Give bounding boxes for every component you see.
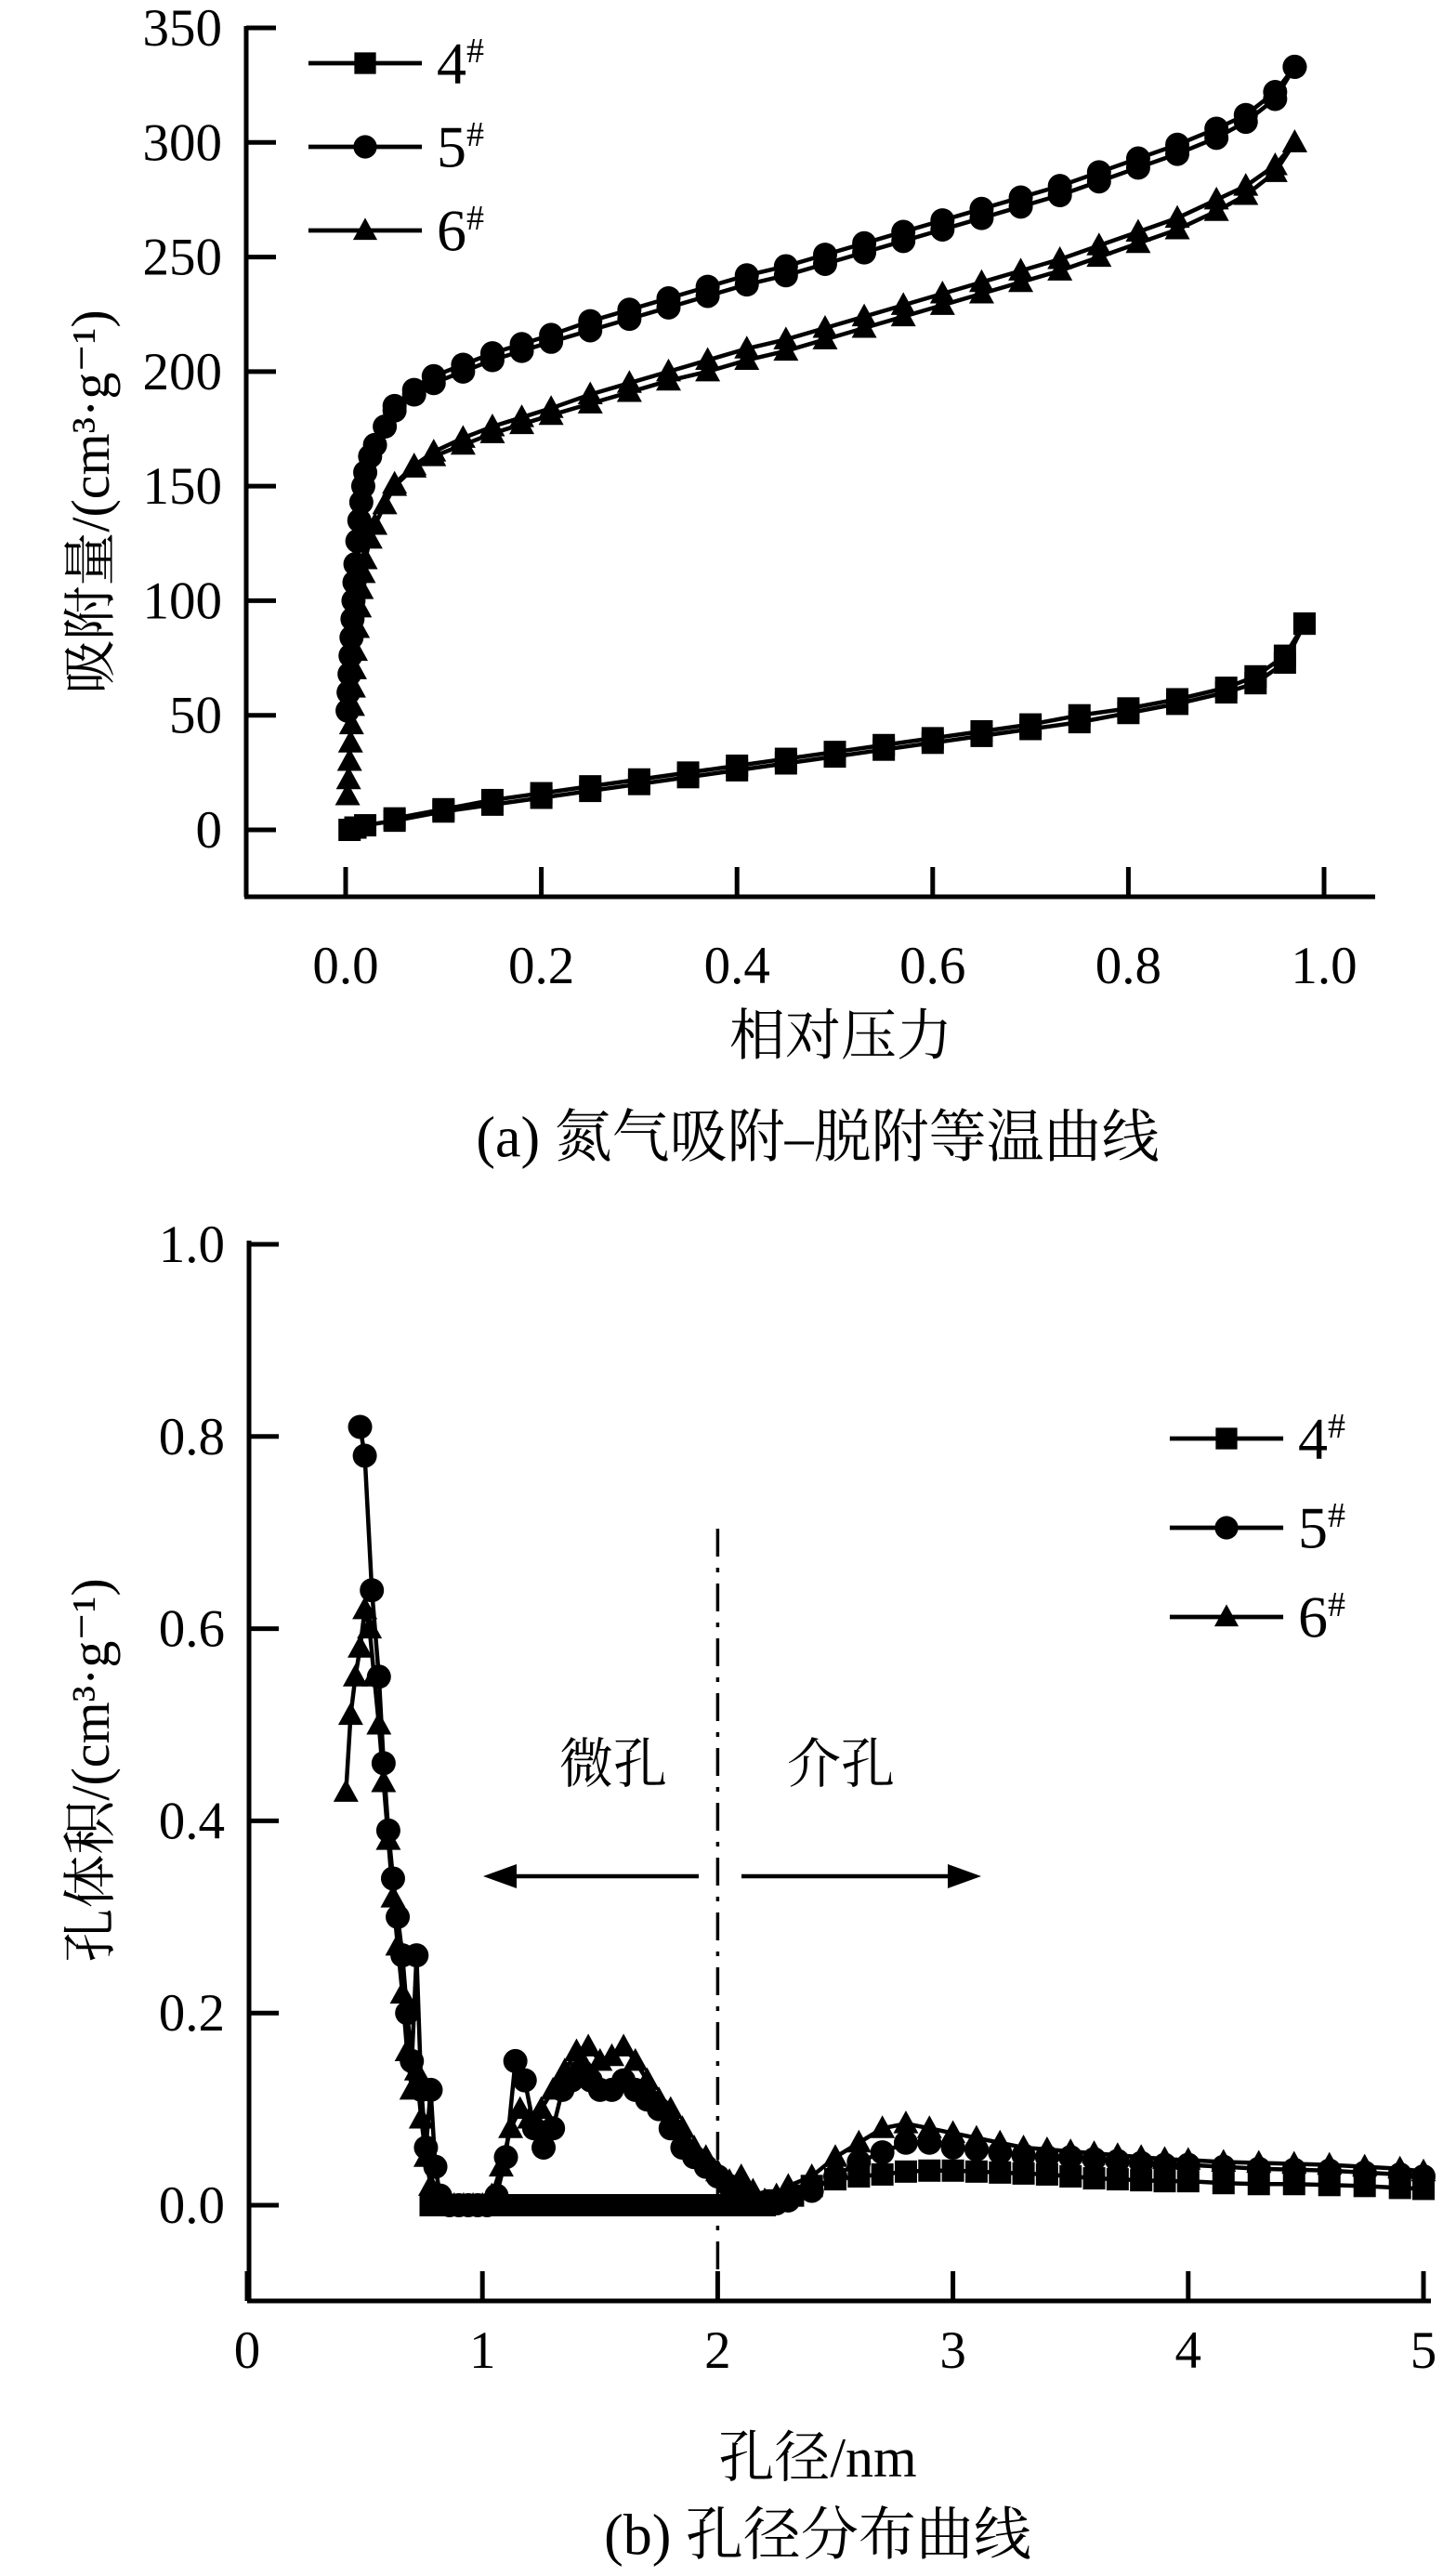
legend-item-label: 6# (437, 197, 484, 264)
isotherm-x-axis-label: 相对压力 (729, 1005, 952, 1067)
square-marker-icon (1168, 1418, 1285, 1459)
x-tick-label: 0.2 (507, 937, 575, 995)
circle-marker-icon (1168, 1507, 1285, 1548)
pore-y-axis-label: 孔体积/(cm³·g⁻¹) (60, 1578, 121, 1963)
x-tick-label: 0.0 (312, 937, 379, 995)
legend-item-5 (307, 105, 484, 189)
isotherm-legend (307, 21, 484, 272)
x-tick-label: 1 (468, 2321, 496, 2380)
mesopore-annotation: 介孔 (786, 1734, 896, 1794)
isotherm-y-axis-label: 吸附量/(cm³·g⁻¹) (60, 309, 121, 694)
legend-item-label: 6# (1298, 1584, 1345, 1650)
triangle-marker-icon (307, 210, 424, 251)
pore-legend (1168, 1394, 1345, 1662)
legend-item-6 (307, 189, 484, 272)
legend-item-6 (1168, 1572, 1345, 1662)
y-tick-label: 150 (142, 457, 222, 517)
x-tick-label: 2 (704, 2321, 731, 2380)
y-tick-label: 0 (195, 801, 222, 860)
isotherm-series-4 (338, 612, 1316, 841)
y-tick-label: 300 (142, 113, 222, 173)
pore-distribution-series-6 (334, 1597, 1436, 2215)
legend-item-5 (1168, 1483, 1345, 1572)
legend-item-label: 5# (1298, 1494, 1345, 1561)
pore-caption: (b) 孔径分布曲线 (604, 2504, 1031, 2568)
legend-item-4 (307, 21, 484, 105)
y-tick-label: 0.4 (158, 1792, 225, 1851)
pore-x-axis-label: 孔径/nm (718, 2427, 917, 2489)
y-tick-label: 350 (142, 0, 222, 59)
y-tick-label: 250 (142, 228, 222, 287)
y-tick-label: 0.2 (158, 1984, 225, 2044)
x-tick-label: 1.0 (1291, 937, 1358, 995)
y-tick-label: 200 (142, 342, 222, 401)
y-tick-label: 50 (169, 686, 222, 745)
y-tick-label: 0.0 (158, 2176, 225, 2235)
x-tick-label: 5 (1410, 2321, 1437, 2380)
legend-item-label: 4# (1298, 1405, 1345, 1472)
circle-marker-icon (307, 126, 424, 167)
triangle-marker-icon (1168, 1597, 1285, 1637)
square-marker-icon (307, 43, 424, 84)
micropore-annotation: 微孔 (558, 1734, 668, 1794)
y-tick-label: 1.0 (158, 1216, 225, 1274)
x-tick-label: 0 (233, 2321, 261, 2380)
x-tick-label: 3 (939, 2321, 966, 2380)
legend-item-4 (1168, 1394, 1345, 1483)
x-tick-label: 4 (1174, 2321, 1202, 2380)
legend-item-label: 5# (437, 113, 484, 180)
x-tick-label: 0.8 (1095, 937, 1162, 995)
isotherm-caption: (a) 氮气吸附–脱附等温曲线 (476, 1106, 1160, 1170)
y-tick-label: 0.6 (158, 1599, 225, 1659)
legend-item-label: 4# (437, 30, 484, 97)
y-tick-label: 100 (142, 572, 222, 631)
x-tick-label: 0.6 (899, 937, 966, 995)
x-tick-label: 0.4 (703, 937, 770, 995)
y-tick-label: 0.8 (158, 1407, 225, 1466)
